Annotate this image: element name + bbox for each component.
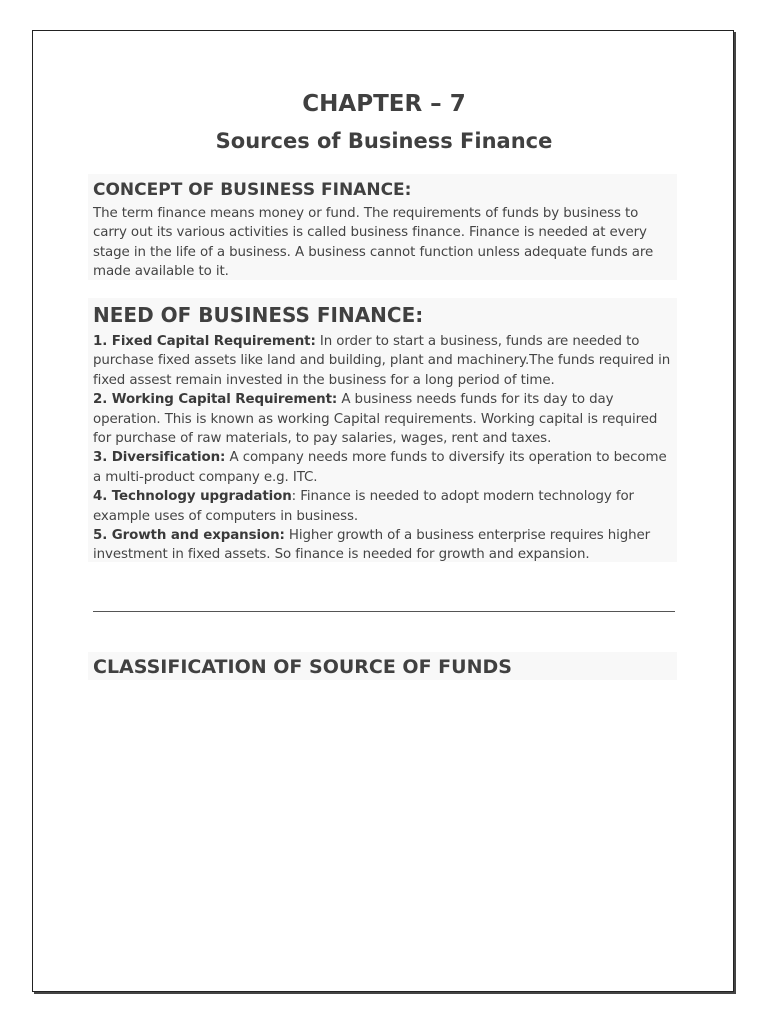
need-item-label: 5. Growth and expansion:	[93, 528, 285, 544]
section-divider	[93, 611, 675, 612]
need-item-fixed-capital	[93, 332, 672, 390]
need-item-text: : Finance is needed to adopt modern technology for example uses of computers in business.	[93, 489, 634, 524]
need-item-label: 3. Diversification:	[93, 450, 226, 466]
chapter-title: CHAPTER – 7	[302, 91, 466, 117]
classification-heading: CLASSIFICATION OF SOURCE OF FUNDS	[93, 656, 512, 678]
concept-heading: CONCEPT OF BUSINESS FINANCE:	[93, 180, 412, 200]
need-item-text: Higher growth of a business enterprise requires higher investment in fixed assets. So finance is needed for growth and expansion.	[93, 528, 651, 563]
need-item-growth	[93, 526, 672, 565]
need-item-text: A company needs more funds to diversify its operation to become a multi-product company e.g. ITC.	[93, 450, 667, 485]
concept-section	[88, 174, 677, 280]
need-item-label: 4. Technology upgradation	[93, 489, 292, 505]
need-item-technology	[93, 487, 672, 526]
need-item-working-capital	[93, 390, 672, 448]
chapter-subtitle: Sources of Business Finance	[215, 129, 553, 153]
need-item-text: In order to start a business, funds are needed to purchase fixed assets like land and building, plant and machinery.The funds required in fixed assest remain invested in the business for a long period of time.	[93, 334, 671, 388]
need-heading: NEED OF BUSINESS FINANCE:	[93, 303, 424, 327]
need-item-text: A business needs funds for its day to day operation. This is known as working Capital requirements. Working capital is required for purchase of raw materials, to pay salaries, wages, rent and taxes.	[93, 392, 658, 447]
need-section	[88, 298, 677, 562]
classification-section	[88, 652, 677, 680]
need-item-label: 2. Working Capital Requirement:	[93, 392, 338, 408]
need-item-label: 1. Fixed Capital Requirement:	[93, 334, 316, 349]
concept-paragraph: The term finance means money or fund. The requirements of funds by business to carry out its various activities is called business finance. Finance is needed at every stage in the life of a business. A business cannot function unless adequate funds are made available to it.	[93, 206, 654, 280]
need-item-diversification	[93, 448, 672, 487]
